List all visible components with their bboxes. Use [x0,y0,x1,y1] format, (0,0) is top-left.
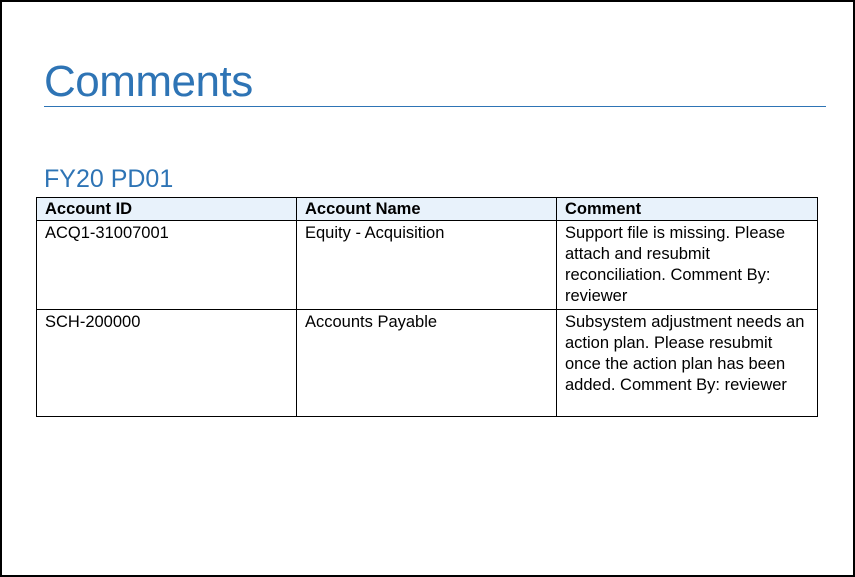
cell-account-id: ACQ1-31007001 [37,221,297,310]
table-row [37,310,818,417]
column-header-account-id: Account ID [37,198,297,221]
cell-account-name: Accounts Payable [297,310,557,417]
title-divider [44,106,826,107]
cell-account-name: Equity - Acquisition [297,221,557,310]
page-title: Comments [44,57,253,106]
table-header-row [37,198,818,221]
comments-table [36,197,818,417]
column-header-account-name: Account Name [297,198,557,221]
table-row [37,221,818,310]
section-heading: FY20 PD01 [44,165,174,193]
cell-account-id: SCH-200000 [37,310,297,417]
cell-comment: Subsystem adjustment needs an action plan. Please resubmit once the action plan has been added. Comment By: reviewer [557,310,818,417]
cell-comment: Support file is missing. Please attach and resubmit reconciliation. Comment By: reviewer [557,221,818,310]
column-header-comment: Comment [557,198,818,221]
